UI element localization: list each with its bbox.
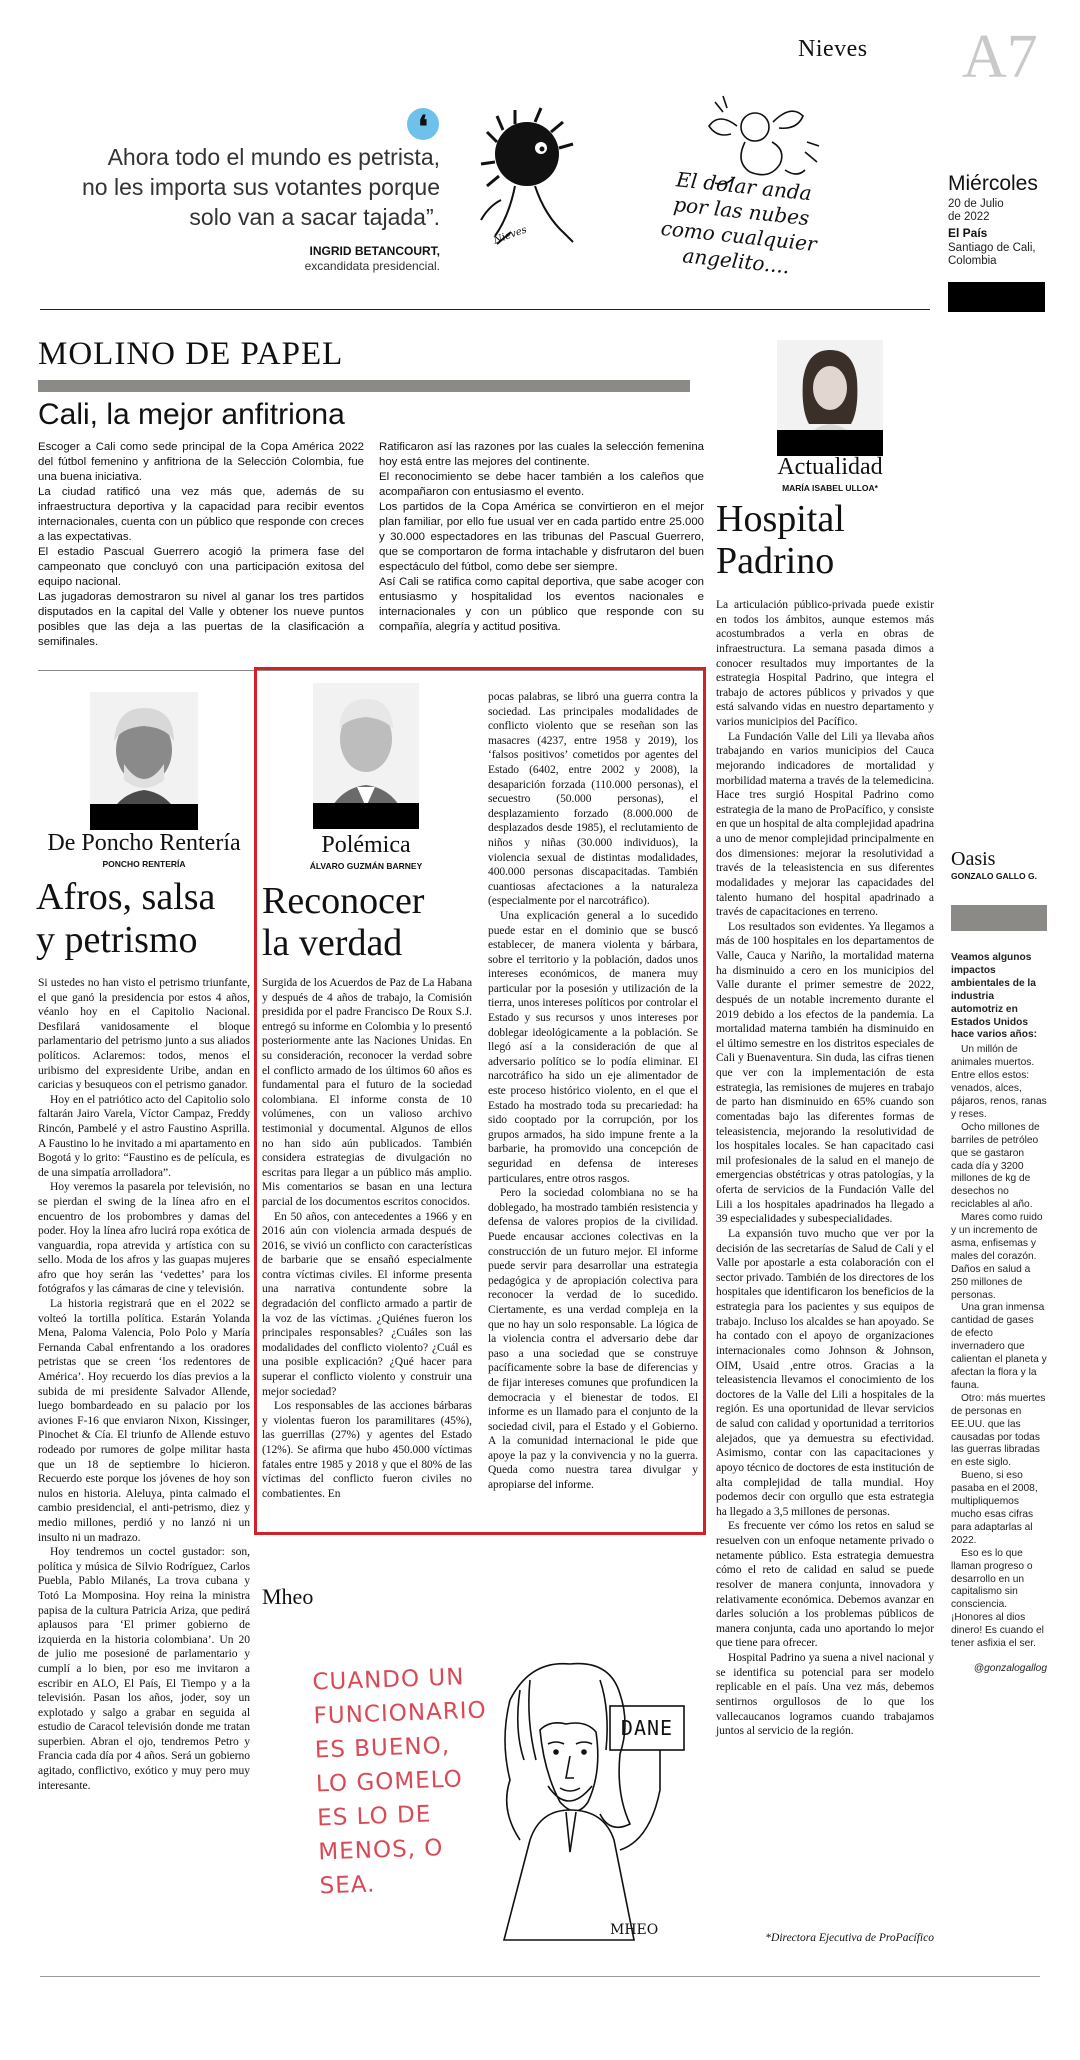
oasis-paragraph: Mares como ruido y un incremento de asma, enfisemas y males del corazón. Daños en salud a 250 millones de personas. <box>951 1212 1043 1301</box>
oasis-paragraph: Eso es lo que llaman progreso o desarrollo en un capitalismo sin consciencia. ¡Honores al dios dinero! Es cuando el tener asfixia el ser. <box>951 1547 1044 1650</box>
actualidad-paragraph: La expansión tuvo mucho que ver por la decisión de las secretarías de Salud de Cali y el Valle por apostarle a esta colaboración con el sector privado. También de los directores de los hospitales que identificaron los beneficios de la estrategia para los pacientes y sus equipos de trabajo. Incluso los alcaldes se han apoyado. Se ha contado con el apoyo de organizaciones internacionales como Johnson & Johnson, OIM, Usaid ,entre otros. Gracias a la teleasistencia llevamos el conocimiento de los doctores de la Valle del Lili a hospitales de la región. Es una oportunidad de llevar servicios de salud con calidad y oportunidad a territorios alejados, que ya demuestra su efectividad. Asimismo, contar con las capacitaciones y apoyo técnico de doctores de esta institución de alta complejidad de talla mundial. Hoy podemos decir con orgullo que esta estrategia ha llegado a 3,5 millones de personas. <box>716 1227 934 1518</box>
polemica-paragraph: En 50 años, con antecedentes a 1966 y en 2016 aún con violencia armada después de 2016, se vivió un conflicto con características de barbarie que se ensañó especialmente contra víctimas civiles. El informe presenta una narrativa contundente sobre la degradación del conflicto armado a partir de la voz de las víctimas. ¿Quiénes fueron los principales responsables? ¿Cuáles son las modalidades del conflicto violento? ¿Cuál es una posible explicación? ¿Qué hacer para superar el conflicto violento y construir una mejor sociedad? <box>262 1210 472 1398</box>
molino-gray-bar <box>38 380 690 392</box>
polemica-paragraph: Pero la sociedad colombiana no se ha doblegado, ha mostrado también resistencia y defensa de valores propios de la civilidad. Puede encausar acciones colectivas en la construcción de un futuro mejor. El informe puede servir para desarrollar una estrategia pedagógica y de apropiación colectiva para reconocer la verdad de lo sucedido. Ciertamente, es una verdad compleja en la que no hay un solo responsable. La lógica de la violencia contra el adversario debe dar paso a una sociedad que se construye pacíficamente sobre la base de diferencias y de fijar intereses comunes que profundicen la democracia y el bienestar de todos. El informe es un llamado para el conjunto de la sociedad civil, para el Estado y el Gobierno. A la comunidad internacional le pide que apoye la paz y la convivencia y no la guerra. Queda como nuestra tarea divulgar y apropiarse del informe. <box>488 1187 698 1492</box>
actualidad-paragraph: Los resultados son evidentes. Ya llegamos a más de 100 hospitales en los departamentos de Valle, Cauca y Nariño, la mortalidad materna ha disminuido a cero en los municipios del Valle durante el primer semestre de 2022, después de un notable incremento durante el 2019 debido a los efectos de la pandemia. La mortalidad materna también ha disminuido en el último semestre en los distritos especiales de Cali y Buenaventura. Sin duda, las cifras tienen que ver con la implementación de esta estrategia, las remisiones de mujeres en trabajo de parto han disminuido en 65% cuando son comentadas bajo las diferentes formas de teleasistencia, mejorando la resolutividad de los hospitales locales. Se han capacitado casi mil profesionales de la salud en el manejo de emergencias obstétricas y otras patologías, y la oferta de servicios de la Fundación Valle del Lili a los hospitales apadrinados ha llegado a 39 especialidades y subespecialidades. <box>716 920 934 1226</box>
molino-paragraph: La ciudad ratificó una vez más que, además de su infraestructura deportiva y la capacidad para recibir eventos internacionales, cuenta con un público que responde con creces a las expectativas. <box>38 486 364 543</box>
poncho-paragraph: Si ustedes no han visto el petrismo triunfante, el que ganó la presidencia por estos 4 años, véanlo hoy en el Capitolio Nacional. Desfilará vanidosamente el bloque parlamentario del petrismo junto a sus aliados políticos. Aclaremos: todos, menos el uribismo del expresidente Uribe, andan en caricias y besuqueos con el petrismo ganador. <box>38 976 250 1092</box>
oasis-author: GONZALO GALLO G. <box>951 871 1037 881</box>
actualidad-paragraph: Hospital Padrino ya suena a nivel nacional y se identifica su potencial para ser modelo replicable en el país. Una vez más, debemos sentirnos orgullosos de lo que los vallecaucanos logramos cuando trabajamos juntos al servicio de la región. <box>716 1652 934 1738</box>
polemica-paragraph: pocas palabras, se libró una guerra contra la sociedad. Las principales modalidades de conflicto violento que se reseñan son las masacres (4237, entre 1958 y 2019), los ‘falsos positivos’ cometidos por agentes del Estado (6402, entre 2002 y 2008), la desaparición forzada (110.000 personas), el secuestro (50.000 personas), el desplazamiento forzado (8.000.000 de desplazados desde 1985), el reclutamiento de niños y niñas (30.000 individuos), la violencia sexual de distintas modalidades, 400.000 personas discapacitadas. También cuantiosas afectaciones a la naturaleza (especialmente por el narcotráfico). <box>488 691 698 908</box>
nieves-signature: Nieves <box>492 224 529 247</box>
polemica-paragraph: Los responsables de las acciones bárbaras y violentas fueron los paramilitares (45%), las guerrillas (27%) y agentes del Estado (12%). Se afirma que hubo 450.000 víctimas fatales entre 1985 y 2018 y que el 80% de las víctimas del conflicto fueron civiles no combatientes. En <box>262 1400 472 1500</box>
mheo-cartoon-text: CUANDO UN FUNCIONARIO ES BUENO, LO GOMELO ES LO DE MENOS, O SEA. <box>312 1664 488 1900</box>
photo-black-bar <box>777 430 883 456</box>
poncho-column-name: De Poncho Rentería <box>47 830 241 856</box>
poncho-author: PONCHO RENTERÍA <box>102 859 186 869</box>
actualidad-footnote: *Directora Ejecutiva de ProPacífico <box>765 1932 934 1944</box>
polemica-paragraph: Surgida de los Acuerdos de Paz de La Habana y después de 4 años de trabajo, la Comisión presidida por el padre Francisco De Roux S.J. entregó su informe en Colombia y lo presentó posteriormente ante las Naciones Unidas. En su consideración, reconocer la verdad sobre el conflicto armado de los últimos 60 años es fundamental para el futuro de la sociedad colombiana. El informe consta de 10 volúmenes, con un valioso archivo testimonial y documental. Algunos de ellos no han sido aún publicados. También considera estrategias de divulgación no escritas para llegar a un público más amplio. Mis comentarios se basan en una lectura parcial de los documentos escritos conocidos. <box>262 977 472 1208</box>
oasis-paragraph: Bueno, si eso pasaba en el 2008, multipliquemos mucho esas cifras para adaptarlas al 2022. <box>951 1470 1038 1546</box>
date-location: Santiago de Cali, Colombia <box>948 242 1036 267</box>
oasis-paragraph: Ocho millones de barriles de petróleo que se gastaron cada día y 3200 millones de kg de desechos no reciclables al año. <box>951 1121 1040 1211</box>
molino-paragraph: Ratificaron así las razones por las cuales la selección femenina hoy está entre las mejores del continente. <box>379 441 704 468</box>
poncho-paragraph: La historia registrará que en el 2022 se volteó la tortilla política. Estarán Yolanda Mena, Paloma Valencia, Polo Polo y María Fernanda Cabal enfrentando a los oradores petristas que se creen ‘los redentores de América’. Hoy recuerdo los días previos a la subida de mi presidente Salvador Allende, luego bombardeado en su palacio por los aviones F-16 que enviaron Nixon, Kissinger, Pinochet & Cía. El triunfo de Allende estuvo rodeado por rumores de golpe militar hasta que un 18 de septiembre lo hicieron. Recuerdo este porque los jóvenes de hoy son nulos en historia. Aleluya, pinta calmado el cambio presidencial, el anti-petrismo, diez y medio millones, perdió y no lanzó ni un insulto ni un madrazo. <box>38 1297 250 1544</box>
oasis-body <box>951 952 1047 1676</box>
polemica-author: ÁLVARO GUZMÁN BARNEY <box>309 861 423 871</box>
actualidad-headline: Hospital Padrino <box>716 498 845 582</box>
polemica-col2 <box>488 690 698 1493</box>
page-number: A7 <box>962 23 1038 91</box>
poncho-paragraph: Hoy veremos la pasarela por televisión, no se pierdan el swing de la línea afro en el encuentro de los probombres y damas del poder. Hoy la línea afro lucirá ropa exótica de vanguardia, ropa atrevida y artística con su sello. Moda de los afros y las guapas mujeres afro que hoy serán las ‘vedettes’ para los fotógrafos y las cámaras de cine y televisión. <box>38 1180 250 1296</box>
newspaper-name: El País <box>948 226 988 240</box>
molino-kicker: MOLINO DE PAPEL <box>38 336 344 372</box>
author-photo-ulloa <box>777 340 883 456</box>
photo-black-bar <box>90 804 198 830</box>
mheo-sign-text: DANE <box>620 1716 674 1740</box>
molino-paragraph: Las jugadoras demostraron su nivel al ganar los tres partidos disputados en la capital del Valle y obtener los nueve puntos posibles que las deja a las puertas de la clasificación a semifinales. <box>38 591 364 648</box>
polemica-col1 <box>262 976 472 1501</box>
molino-col2 <box>379 440 704 635</box>
date-weekday: Miércoles <box>948 172 1038 195</box>
poncho-headline: Afros, salsa y petrismo <box>36 876 216 961</box>
date-text: 20 de Julio de 2022 <box>948 198 1004 223</box>
author-photo-guzman <box>313 683 419 829</box>
polemica-paragraph: Una explicación general a lo sucedido puede estar en el dominio que se buscó establecer, de manera violenta y bárbara, sobre el territorio y la población, dados unos intereses económicos, de manera muy particular por la posesión y utilización de la tierra, unos intereses políticos por controlar el Estado y sus recursos y unos intereses por doblegar ideológicamente a la población. Se llegó así a la consideración de que al adversario político se lo podía eliminar. El narcotráfico ha sido un eje alimentador de este proceso histórico violento, en el que el Estado ha mostrado toda su precariedad: ha sido cooptado por la corrupción, por los grupos armados, ha sido impune frente a la barbarie, ha promovido una concepción de seguridad en defensa de intereses particulares, entre otros rasgos. <box>488 909 698 1185</box>
quote-text: Ahora todo el mundo es petrista, no les importa sus votantes porque solo van a sacar tajada”. <box>82 144 440 230</box>
oasis-handle: @gonzalogallog <box>973 1662 1047 1674</box>
oasis-column-name: Oasis <box>951 848 996 870</box>
nieves-cartoon <box>455 82 875 297</box>
molino-paragraph: Escoger a Cali como sede principal de la Copa América 2022 del fútbol femenino y anfitriona de la Selección Colombia, fue una buena iniciativa. <box>38 441 364 483</box>
molino-paragraph: Así Cali se ratifica como capital deportiva, que sabe acoger con entusiasmo y hospitalidad los eventos nacionales e internacionales y con un público que responde con su compañía, alegría y actitud positiva. <box>379 576 704 633</box>
photo-black-bar <box>313 803 419 829</box>
black-block <box>948 282 1045 312</box>
molino-headline: Cali, la mejor anfitriona <box>38 398 345 431</box>
quote-author: INGRID BETANCOURT, <box>309 244 440 258</box>
polemica-column-name: Polémica <box>321 832 411 858</box>
poncho-paragraph: Hoy tendremos un coctel gustador: son, política y música de Silvio Rodríguez, Carlos Puebla, Pablo Milanés, La trova cubana y Totó La Momposina. Hoy reina la ministra papisa de la cultura Patricia Ariza, que pedirá aplausos para ‘El primer gobierno de izquierda en la historia colombiana’. Un 20 de julio me posesioné de parlamentario y cumplí a lo bien, por eso me invitaron a escribir en ALO, El País, El Tiempo y a la televisión. Pasan los años, joder, soy un explotado y salgo a grabar en seguida al estudio de Caracol televisión donde me tratan superbien. Abran el ojo, tendremos Petro y Francia cada día por 4 años. Será un gobierno agitado, conflictivo, exótico y muy pero muy interesante. <box>38 1545 250 1792</box>
actualidad-paragraph: La Fundación Valle del Lili ya llevaba años trabajando en varios municipios del Cauca mejorando indicadores de mortalidad y morbilidad materna a través de la telemedicina. Hace tres surgió Hospital Padrino como estrategia de la mano de ProPacífico, y consiste en que un hospital de alta complejidad apadrina a uno de menor complejidad principalmente en dos dimensiones: mejorar la resolutividad a través de la teleasistencia en sus diferentes modalidades y mejorar las capacidades del talento humano del hospital apadrinado a través de capacitaciones en terreno. <box>716 730 934 919</box>
actualidad-paragraph: Es frecuente ver cómo los retos en salud se resuelven con un enfoque netamente privado o netamente público. Esta estrategia demuestra cómo el reto de calidad en salud se puede resolver de manera conjunta, innovadora y relativamente económica. Debemos avanzar en darles solución a los problemas públicos de manera conjunta, cada uno aportando lo mejor que tiene para ofrecer. <box>716 1520 934 1650</box>
oasis-paragraph: Un millón de animales muertos. Entre ellos estos: venados, alces, pájaros, renos, ranas y reses. <box>951 1044 1047 1120</box>
page-bottom-rule <box>40 1976 1040 1977</box>
oasis-paragraph: Otro: más muertes de personas en EE.UU. que las causadas por todas las guerras libradas en este siglo. <box>951 1392 1046 1469</box>
oasis-paragraph: Una gran inmensa cantidad de gases de efecto invernadero que calientan el planeta y afectan la flora y la fauna. <box>951 1302 1047 1391</box>
molino-paragraph: Los partidos de la Copa América se convirtieron en el mejor plan familiar, por ello fue usual ver en cada partido entre 25.000 y 30.000 espectadores en las tribunas del Pascual Guerrero, que se comportaron de forma intachable y disfrutaron del buen espectáculo del fútbol, como debe ser siempre. <box>379 501 704 573</box>
molino-col1 <box>38 440 364 650</box>
quote-author-role: excandidata presidencial. <box>304 259 440 273</box>
oasis-gray-bar <box>951 905 1047 931</box>
poncho-body <box>38 976 250 1793</box>
mheo-section-label: Mheo <box>262 1584 314 1609</box>
actualidad-column-name: Actualidad <box>777 454 883 480</box>
polemica-headline: Reconocer la verdad <box>262 880 425 964</box>
mheo-signature: MHEO <box>610 1922 659 1938</box>
nieves-cartoon-text: El dolar anda por las nubes como cualquier angelito.... <box>659 167 818 279</box>
oasis-lead: Veamos algunos impactos ambientales de la industria automotriz en Estados Unidos hace varios años: <box>951 952 1038 1041</box>
actualidad-body <box>716 598 934 1739</box>
masthead-rule <box>40 309 930 310</box>
actualidad-paragraph: La articulación público-privada puede existir en todos los ámbitos, aunque estemos más acostumbrados a verla en obras de infraestructura. La semana pasada dimos a conocer resultados muy importantes de la estrategia Hospital Padrino, que integra el trabajo de actores públicos y privados y que está salvando vidas en nuestro departamento y varios municipios del Pacífico. <box>716 599 934 728</box>
section-label-nieves: Nieves <box>798 36 868 62</box>
molino-paragraph: El estadio Pascual Guerrero acogió la primera fase del campeonato que concluyó con una participación exitosa del equipo nacional. <box>38 546 364 588</box>
actualidad-author: MARÍA ISABEL ULLOA* <box>782 483 878 493</box>
caricature-drawing-icon <box>490 1660 710 1950</box>
mheo-cartoon <box>490 1660 710 1950</box>
quote-icon: ❛ <box>407 108 439 140</box>
molino-paragraph: El reconocimiento se debe hacer también a los caleños que acompañaron con entusiasmo el evento. <box>379 471 704 498</box>
author-photo-renteria <box>90 692 198 830</box>
poncho-paragraph: Hoy en el patriótico acto del Capitolio solo faltarán Jairo Varela, Víctor Campaz, Freddy Rincón, Pambelé y el astro Faustino Asprilla. A Faustino lo he invitado a mi apartamento en Bogotá y lo grito: “Faustino es de película, es de una simpatía arrolladora”. <box>38 1092 250 1179</box>
